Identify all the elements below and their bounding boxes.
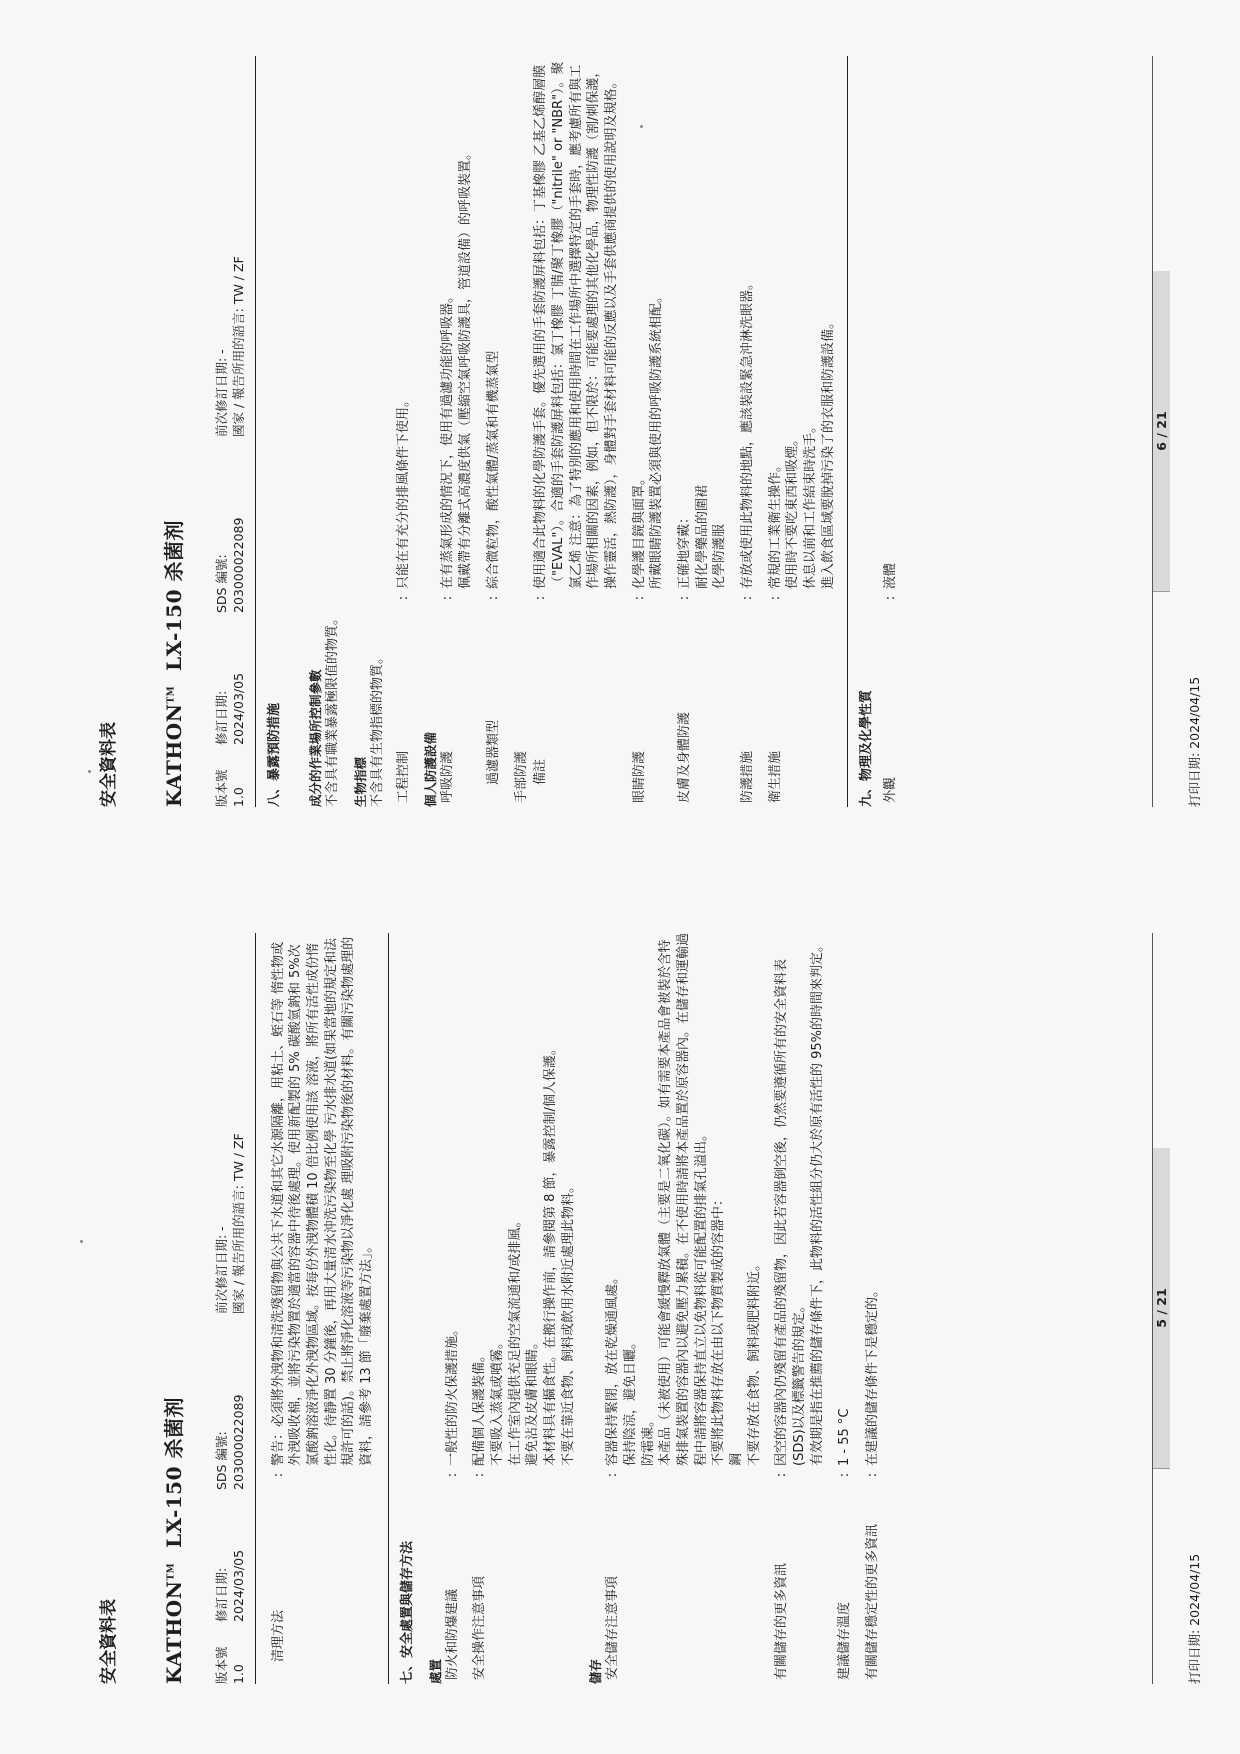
temp-text: 1 - 55 °C [837, 1408, 853, 1466]
filter-row [485, 56, 503, 807]
colon: : [676, 595, 692, 601]
ppe-title: 個人防護設備 [423, 731, 439, 807]
remark-label: 備註 [533, 758, 549, 785]
more-storage-label: 有關儲存的更多資訊 [774, 1562, 790, 1680]
doc-type-title: 安全資料表 [99, 722, 119, 807]
sds-label: SDS 編號: [214, 1431, 230, 1490]
header-rule [255, 56, 256, 807]
print-date: 打印日期: 2024/04/15 [1187, 676, 1202, 807]
bio-title: 生物指標 [353, 756, 369, 807]
storage-label: 安全儲存注意事項 [605, 1575, 621, 1680]
colon: : [605, 1472, 621, 1478]
eye-text: 化學護目鏡與面罩。 所戴眼睛防護裝置必須與使用的呼吸防護系統相配。 [631, 289, 665, 589]
temp-label: 建議儲存溫度 [837, 1601, 853, 1680]
version-label: 版本號 [214, 1646, 230, 1684]
country-language: 國家 / 報告所用的語言: TW / ZF [230, 1133, 246, 1314]
section-9-title: 九、物理及化學性質 [859, 689, 875, 807]
page-number-bar [1153, 933, 1170, 1684]
meta-block [214, 933, 247, 1684]
revision-value: 2024/03/05 [230, 1549, 246, 1622]
skin-text: 正確地穿戴： 耐化學藥品的圍裙 化學防護服 [676, 484, 728, 589]
colon: : [882, 595, 898, 601]
product-name: KATHON™ LX-150 杀菌剂 [162, 520, 187, 807]
page-number-bar [1153, 56, 1170, 807]
appearance-text: 液體 [882, 562, 898, 589]
respiratory-text: 在有蒸氣形成的情況下，使用有過濾功能的呼吸器。 佩戴帶有分離式高濃度供氣（壓縮空氣呼吸防護具，管道設備）的呼吸裝置。 [440, 146, 474, 589]
filter-label: 過濾器類型 [485, 719, 501, 785]
filter-text: 綜合微粒物，酸性氣體/蒸氣和有機蒸氣型 [485, 350, 501, 589]
page-number: 6 / 21 [1153, 271, 1170, 591]
appearance-label: 外觀 [882, 776, 898, 803]
remark-text: 使用適合此物料的化學防護手套。優先選用的手套防護屏料包括：丁基橡膠 乙基乙烯醇層膜（"EVAL"）。合適的手套防護屏料包括：氯丁橡膠 丁腈/聚丁橡膠（"nitrile" or "NBR"）。聚氯乙烯 注意：為了特別的應用和使用時間在工作場所中選擇特定的手套時，應考慮所有與工作場所相關的因素，例如，但不限於：可能要處理的其他化學品，物理性防護（割/刺保護，操作靈活，熱防護），身體對手套材料可能的反應以及手套供應商提供的使用說明及規格。 [533, 61, 619, 589]
fire-row [444, 933, 462, 1684]
colon: : [444, 1472, 460, 1478]
protective-row [739, 56, 757, 807]
protective-text: 存放或使用此物料的地點，應該裝設緊急沖淋洗眼器。 [739, 276, 755, 589]
section-rule [388, 933, 389, 1684]
storage-text: 容器保持緊閉，放在乾燥通風處。 保持陰涼，避免日曬。 防霜凍。 本產品（未被使用）可能會緩慢釋放氣體（主要是二氧化碳）。如有需要本產品會被裝於含特殊排氣裝置的容器內以避免壓力累積。在不使用時請將本產品置於原容器內。在儲存和運輸過程中請將容器保持直立以免物料從可能配置的排氣孔溢出。 不要將此物料存放在由以下物質製成的容器中： 鋼 不要存放在食物、飼料或肥料附近。 [605, 932, 762, 1466]
more-storage-text: 因空的容器內仍殘留有產品的殘留物，因此若容器倒空後，仍然要遵循所有的安全資料表(SDS)以及標籤警告的規定。 有效期是指在推薦的儲存條件下，此物料的活性組分仍大於原有活性的 95%的時間來判定。 [774, 938, 825, 1466]
colon: : [472, 1472, 488, 1478]
version-label: 版本號 [214, 769, 230, 807]
page-number: 5 / 21 [1153, 1148, 1170, 1468]
section-7-title: 七、安全處置與儲存方法 [399, 1540, 415, 1684]
hand-label: 手部防護 [513, 750, 529, 803]
oel-text: 不含具有職業暴露極限值的物質。 [325, 611, 341, 807]
product-name: KATHON™ LX-150 杀菌剂 [162, 1397, 187, 1684]
colon: : [837, 1472, 853, 1478]
eye-row [631, 56, 666, 807]
revision-value: 2024/03/05 [230, 672, 246, 745]
protective-label: 防護措施 [739, 750, 755, 803]
hygiene-text: 常規的工業衛生操作。 使用時不要吃東西和吸煙。 休息以前和工作結束時洗手。 進入飲食區域要脫掉污染了的衣服和防護設備。 [767, 315, 836, 589]
respiratory-label: 呼吸防護 [440, 750, 456, 803]
header-rule [255, 933, 256, 1684]
meta-block [214, 56, 247, 807]
colon: : [739, 595, 755, 601]
storage-row [604, 933, 763, 1684]
colon: : [767, 595, 783, 601]
version-value: 1.0 [230, 1664, 246, 1684]
skin-row [676, 56, 729, 807]
fire-label: 防火和防爆建議 [444, 1588, 460, 1680]
engineering-row [395, 56, 413, 807]
engineering-label: 工程控制 [395, 750, 411, 803]
storage-title: 儲存 [588, 1658, 604, 1684]
country-language: 國家 / 報告所用的語言: TW / ZF [230, 256, 246, 437]
colon: : [395, 595, 411, 601]
safe-handling-text: 配備個人保護裝備。 不要吸入蒸氣或噴霧。 在工作室內提供充足的空氣流通和/或排風。 避免沾及皮膚和眼睛。 本材料具有攝食性。在搬行操作前，請參閱第 8 節，暴露控制/個人保護。 不要在靠近食物、飼料或飲用水附近處理此物料。 [472, 1042, 576, 1466]
colon: : [774, 1472, 790, 1478]
safe-handling-label: 安全操作注意事項 [472, 1575, 488, 1680]
section-8-title: 八、暴露預防措施 [266, 702, 282, 807]
bio-text: 不含具有生物指標的物質。 [370, 650, 386, 807]
doc-type-title: 安全資料表 [99, 1599, 119, 1684]
stability-label: 有關儲存穩定性的更多資訊 [864, 1523, 880, 1680]
sds-value: 203000022089 [230, 1394, 246, 1490]
colon: : [533, 595, 549, 601]
handling-title: 處置 [427, 1658, 443, 1684]
sds-label: SDS 編號: [214, 554, 230, 613]
prev-revision-label: 前次修訂日期: - [214, 1226, 230, 1314]
page-5 [0, 877, 1240, 1754]
safe-handling-row [471, 933, 577, 1684]
cleanup-row [270, 933, 376, 1684]
cleanup-text: 警告：必須將外洩物和清洗殘留物與公共下水道和其它水源隔離，用粘土、蛭石等 惰性物或外洩吸收棉，並將污染物置於適當的容器中待後處理。使用新配製的 5% 碳酸氫鈉和 5%次氯酸鈉溶液淨化外洩物區域。按每份外洩物體積 10 倍比例使用該 溶液，將所有活性成份惰性化。待靜置 30 分鐘後，再用大量清水沖洗污染物至化學 污水排水道(如果當地的規定和法規許可的話)。禁止將淨化溶液等污染物以淨化處 理吸附污染物後的材料。有關污染物處理的資料，請參考 13 節「廢棄處置方法」。 [270, 936, 375, 1466]
stability-row [864, 933, 882, 1684]
hygiene-row [767, 56, 838, 807]
appearance-row [882, 56, 900, 807]
eye-label: 眼睛防護 [631, 750, 647, 803]
revision-label: 修訂日期: [214, 690, 230, 745]
skin-label: 皮膚及身體防護 [676, 711, 692, 803]
colon: : [440, 595, 456, 601]
more-storage-row [773, 933, 826, 1684]
hand-row [513, 56, 531, 807]
colon: : [270, 1472, 286, 1478]
temp-row [836, 933, 854, 1684]
prev-revision-label: 前次修訂日期: - [214, 349, 230, 437]
engineering-text: 只能在有充分的排風條件下使用。 [395, 393, 411, 589]
version-value: 1.0 [230, 787, 246, 807]
colon: : [864, 1472, 880, 1478]
hygiene-label: 衛生措施 [767, 750, 783, 803]
fire-text: 一般性的防火保護措施。 [444, 1322, 460, 1466]
respiratory-row [439, 56, 474, 807]
cleanup-label: 清理方法 [270, 1609, 286, 1662]
stability-text: 在建議的儲存條件下是穩定的。 [864, 1283, 880, 1466]
revision-label: 修訂日期: [214, 1567, 230, 1622]
section-rule [847, 56, 848, 807]
colon: : [485, 595, 501, 601]
oel-title: 成分的作業場所控制參數 [308, 669, 324, 807]
colon: : [631, 595, 647, 601]
remark-row [532, 56, 620, 807]
print-date: 打印日期: 2024/04/15 [1187, 1553, 1202, 1684]
sds-value: 203000022089 [230, 517, 246, 613]
